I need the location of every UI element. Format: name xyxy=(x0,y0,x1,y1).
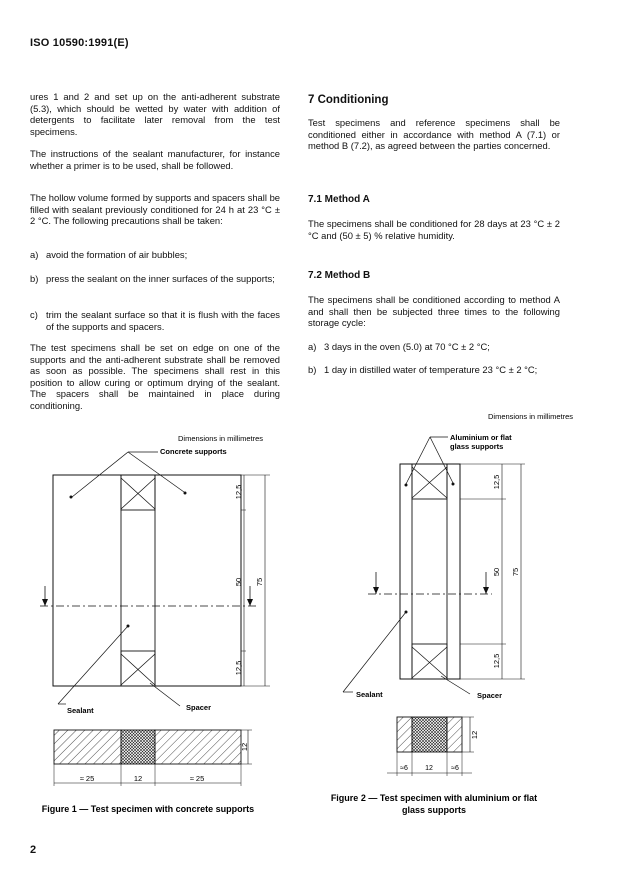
support-block xyxy=(400,464,460,679)
dim-top-label: 12,5 xyxy=(492,474,501,490)
paragraph-conditioning: Test specimens and reference specimens shall be conditioned either in accordance with method A (7.1) or method B (7.2), as agreed between the parties concerned. xyxy=(308,117,560,152)
list-marker: b) xyxy=(308,364,317,375)
sealant-label: Sealant xyxy=(356,690,383,699)
dim-width-left: ≈6 xyxy=(400,765,408,772)
section-support-right xyxy=(447,717,462,752)
section-sealant xyxy=(412,717,447,752)
spacer-label: Spacer xyxy=(477,691,503,700)
dim-mid-label: 50 xyxy=(492,567,501,577)
section-support-right xyxy=(155,730,241,764)
spacer-label: Spacer xyxy=(186,703,212,712)
supports-label-line-2: glass supports xyxy=(450,442,504,451)
list-text: avoid the formation of air bubbles; xyxy=(46,249,188,260)
figure-2 xyxy=(331,412,573,815)
section-support-left xyxy=(54,730,121,764)
paragraph-instructions: The instructions of the sealant manufacturer, for instance whether a primer is to be used, shall be followed. xyxy=(30,148,280,171)
dim-top-label: 12,5 xyxy=(234,484,243,500)
dimensions-note: Dimensions in millimetres xyxy=(488,412,574,421)
figure-2-caption-line-1: Figure 2 — Test specimen with aluminium or flat xyxy=(330,793,538,803)
concrete-supports-label: Concrete supports xyxy=(160,447,227,456)
dim-bottom-label: 12,5 xyxy=(492,653,501,669)
dim-thickness-label: 12 xyxy=(240,742,249,752)
concrete-support-block xyxy=(53,475,241,686)
list-text: press the sealant on the inner surfaces of the supports; xyxy=(46,273,275,284)
paragraph-hollow-volume: The hollow volume formed by supports and spacers shall be filled with sealant previously conditioned for 24 h at 23 °C ± 2 °C. The following precautions shall be taken: xyxy=(30,192,280,227)
document-header: ISO 10590:1991(E) xyxy=(30,37,129,49)
dim-mid-label: 50 xyxy=(234,577,243,587)
section-support-left xyxy=(397,717,412,752)
figure-2-caption-line-2: glass supports xyxy=(401,805,467,815)
dim-width-center: 12 xyxy=(133,774,143,783)
list-marker: a) xyxy=(308,341,317,352)
list-text: 3 days in the oven (5.0) at 70 °C ± 2 °C; xyxy=(324,341,490,352)
list-text: 1 day in distilled water of temperature 23 °C ± 2 °C; xyxy=(324,364,538,375)
list-text: trim the sealant surface so that it is flush with the faces of the supports and spacers. xyxy=(46,309,280,332)
section-sealant xyxy=(121,730,155,764)
figure-1 xyxy=(40,434,270,814)
paragraph-method-a: The specimens shall be conditioned for 28 days at 23 °C ± 2 °C and (50 ± 5) % relative humidity. xyxy=(308,218,560,241)
dimensions-note: Dimensions in millimetres xyxy=(178,434,264,443)
dim-total-label: 75 xyxy=(511,567,520,577)
paragraph-method-b: The specimens shall be conditioned according to method A and shall then be subjected three times to the following storage cycle: xyxy=(308,294,560,329)
section-heading-7-1: 7.1 Method A xyxy=(308,194,370,205)
list-marker: b) xyxy=(30,273,39,284)
supports-label-line-1: Aluminium or flat xyxy=(450,433,512,442)
dim-bottom-label: 12,5 xyxy=(234,660,243,676)
dim-width-center: 12 xyxy=(425,765,433,772)
dim-width-right: ≈ 25 xyxy=(189,774,205,783)
paragraph-test-specimens: The test specimens shall be set on edge on one of the supports and the anti-adherent substrate shall be removed as soon as possible. The specimens shall rest in this position to allow curing or optimum drying of the sealant. The spacers shall be maintained in place during conditioning. xyxy=(30,342,280,411)
dim-width-left: ≈ 25 xyxy=(79,774,95,783)
figure-1-caption: Figure 1 — Test specimen with concrete supports xyxy=(41,804,255,814)
section-heading-7-2: 7.2 Method B xyxy=(308,270,371,281)
list-marker: a) xyxy=(30,249,39,260)
dim-thickness-label: 12 xyxy=(470,730,479,740)
list-marker: c) xyxy=(30,309,38,320)
dim-width-right: ≈6 xyxy=(451,765,459,772)
dim-total-label: 75 xyxy=(255,577,264,587)
paragraph-intro: ures 1 and 2 and set up on the anti-adherent substrate (5.3), which should be wetted by water with addition of detergents to facilitate later removal from the test specimens. xyxy=(30,91,280,137)
page-number: 2 xyxy=(30,844,37,856)
section-heading-7: 7 Conditioning xyxy=(308,94,389,106)
sealant-label: Sealant xyxy=(67,706,94,715)
